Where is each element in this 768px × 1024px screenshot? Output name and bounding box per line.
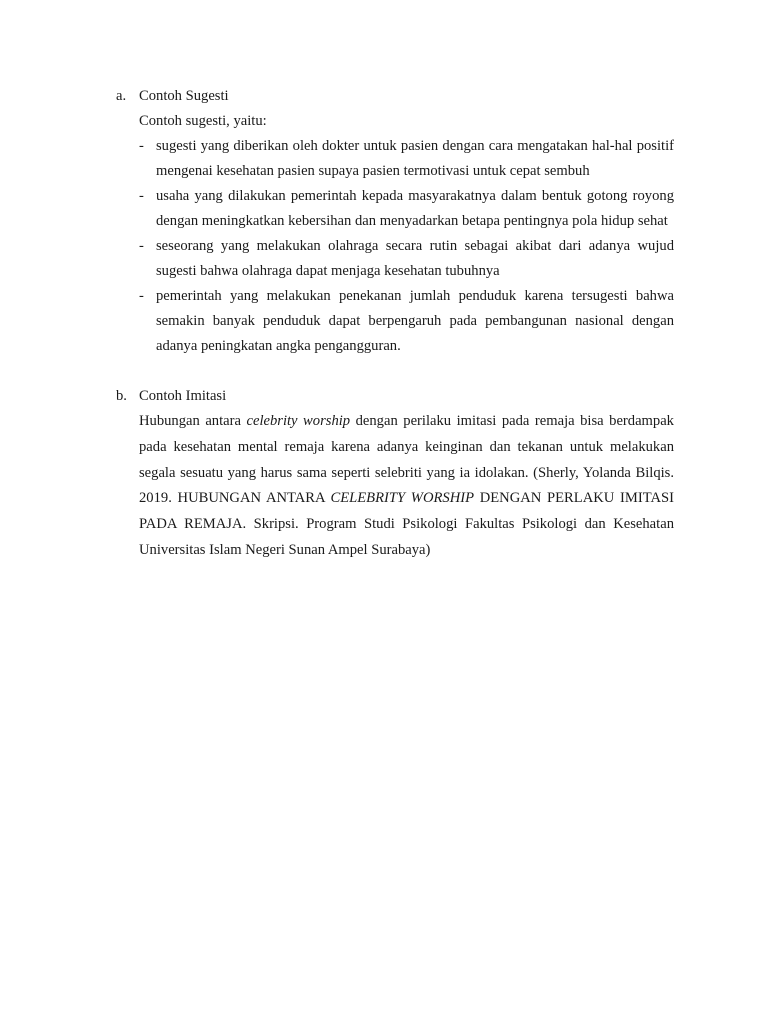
bullet-item bbox=[116, 284, 674, 359]
bullet-dash: - bbox=[139, 288, 144, 304]
italic-term: CELEBRITY WORSHIP bbox=[330, 490, 475, 507]
intro-text: Contoh sugesti, yaitu: bbox=[139, 113, 267, 129]
section-contoh-imitasi bbox=[116, 384, 674, 564]
bullet-item bbox=[116, 234, 674, 284]
bullet-dash: - bbox=[139, 238, 144, 254]
bullet-dash: - bbox=[139, 138, 144, 154]
section-heading-row bbox=[116, 384, 674, 409]
paragraph-text: dengan perilaku imitasi pada remaja bisa berdampak pada kesehatan mental remaja karena adanya keinginan dan tekanan untuk melakukan segala sesuatu yang harus sama seperti selebriti yang ia idolakan. (Sherly, Yolanda Bilqis. 2019. HUBUNGAN ANTARA bbox=[139, 413, 674, 507]
italic-term: celebrity worship bbox=[246, 413, 351, 429]
bullet-dash: - bbox=[139, 188, 144, 204]
bullet-item bbox=[116, 184, 674, 234]
section-contoh-sugesti bbox=[116, 84, 674, 359]
bullet-text: usaha yang dilakukan pemerintah kepada masyarakatnya dalam bentuk gotong royong dengan meningkatkan kebersihan dan menyadarkan betapa pentingnya pola hidup sehat bbox=[156, 188, 674, 229]
list-marker: a. bbox=[116, 88, 127, 104]
section-heading: Contoh Imitasi bbox=[139, 388, 227, 404]
bullet-text: sugesti yang diberikan oleh dokter untuk pasien dengan cara mengatakan hal-hal positif mengenai kesehatan pasien supaya pasien termotivasi untuk cepat sembuh bbox=[156, 138, 674, 179]
body-paragraph bbox=[139, 409, 674, 564]
paragraph-text: DENGAN PERLAKU IMITASI PADA REMAJA. Skripsi. Program Studi Psikologi Fakultas Psikologi dan Kesehatan Universitas Islam Negeri Sunan Ampel Surabaya) bbox=[139, 490, 674, 558]
bullet-text: seseorang yang melakukan olahraga secara rutin sebagai akibat dari adanya wujud sugesti bahwa olahraga dapat menjaga kesehatan tubuhnya bbox=[156, 238, 674, 279]
paragraph-text: Hubungan antara bbox=[139, 413, 247, 429]
list-marker: b. bbox=[116, 388, 127, 404]
section-heading: Contoh Sugesti bbox=[139, 88, 229, 104]
section-heading-row bbox=[116, 84, 674, 109]
bullet-item bbox=[116, 134, 674, 184]
bullet-text: pemerintah yang melakukan penekanan jumlah penduduk karena tersugesti bahwa semakin banyak penduduk dapat berpengaruh pada pembangunan nasional dengan adanya peningkatan angka pengangguran. bbox=[156, 288, 674, 354]
bullet-list bbox=[116, 134, 674, 359]
